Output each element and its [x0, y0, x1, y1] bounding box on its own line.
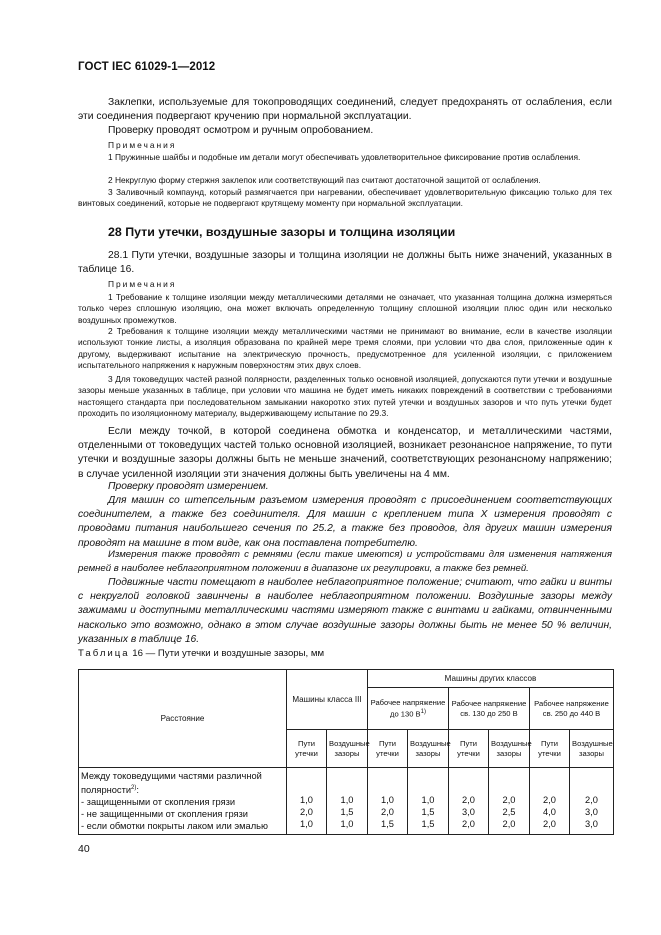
notes-heading-2: Примечания — [108, 279, 177, 289]
col-header-other-classes: Машины других классов — [368, 670, 614, 688]
col-values: 1,0 1,5 1,0 — [327, 768, 368, 835]
col-values: 1,0 1,5 1,5 — [408, 768, 449, 835]
clearance-table — [78, 669, 614, 835]
paragraph-moving-parts: Подвижные части помещают в наиболее неблагоприятное положение; считают, что гайки и винты с некруглой головкой завинчены в наиболее неблагоприятном положении. Воздушные зазоры между зажимами и доступными металлическими частями измеряют также с винтами и гайками, отвинченными насколько это возможно, однако в этом случае воздушные зазоры должны быть не менее 50 % величин, указанных в таблице 16. — [78, 577, 612, 645]
note-1-3: 3 Заливочный компаунд, который размягчается при нагревании, обеспечивает удовлетворительную фиксацию только для тех винтовых соединений, которые не подвергают крутящему моменту при нормальной эксплуатации. — [78, 187, 612, 209]
sub-header-clearance: Воздушные зазоры — [489, 730, 530, 768]
col-header-voltage-1: Рабочее напряжение до 130 $В^{1)}$ — [368, 688, 449, 730]
sub-header-clearance: Воздушные зазоры — [327, 730, 368, 768]
note-2-2: 2 Требования к толщине изоляции между металлическими частями не принимают во внимание, если в качестве изоляции используют тонкие листы, а изоляция образована по крайней мере тремя слоями, при условии что два слоя, приложенные один к другому, выдерживают испытание на электрическую прочность, предусмотренное для усиленной изоляции, с приложением испытательного напряжения к наружным поверхностям этих двух слоев. — [78, 326, 612, 371]
paragraph-check-inspection: Проверку проводят осмотром и ручным опробованием. — [108, 125, 374, 136]
col-values: 2,0 3,0 2,0 — [449, 768, 489, 835]
sub-header-creepage: Пути утечки — [287, 730, 327, 768]
col-header-class3: Машины класса III — [287, 670, 368, 730]
sub-header-creepage: Пути утечки — [368, 730, 408, 768]
table-caption: Таблица 16 — Пути утечки и воздушные зазоры, мм — [78, 648, 325, 659]
col-values: 1,0 2,0 1,0 — [287, 768, 327, 835]
paragraph-plug-machines: Для машин со штепсельным разъемом измерения проводят с присоединением соответствующих соединителем, а также без соединителя. Для машин с креплением типа X измерения проводят с проводами питания наибольшего сечения по 25.2, а также без проводов, для других машин измерения проводят на машине в том виде, как она поставлена потребителю. — [78, 495, 612, 549]
col-header-voltage-3: Рабочее напряжение св. 250 до 440 В — [530, 688, 614, 730]
row-label: - не защищенными от скопления грязи — [81, 809, 248, 820]
document-header: ГОСТ IEC 61029-1—2012 — [78, 61, 216, 73]
note-1-2: 2 Некруглую форму стержня заклепок или соответствующий паз считают достаточной защитой от ослабления. — [108, 175, 541, 185]
notes-heading-1: Примечания — [108, 140, 177, 150]
col-header-distance: Расстояние — [79, 670, 287, 768]
col-values: 1,0 2,0 1,5 — [368, 768, 408, 835]
col-values: 2,0 4,0 2,0 — [530, 768, 570, 835]
note-2-3: 3 Для токоведущих частей разной полярности, разделенных только основной изоляцией, допускаются пути утечки и воздушные зазоры меньше указанных в таблице, при условии что машина не будет иметь никаких повреждений в соответствии с требованиями настоящего стандарта при последовательном замыкании накоротко этих путей утечки и воздушных зазоров и что путь утечки будет проходить по изоляционному материалу, выдерживающему испытание по 29.3. — [78, 374, 612, 419]
row-label: - если обмотки покрыты лаком или эмалью — [81, 821, 268, 832]
section-heading: 28 Пути утечки, воздушные зазоры и толщина изоляции — [108, 225, 456, 239]
row-labels-cell — [79, 768, 287, 835]
paragraph-belts: Измерения также проводят с ремнями (если такие имеются) и устройствами для изменения натяжения ремней в наиболее неблагоприятном положении в диапазоне их регулировки, а также без ремней. — [78, 549, 612, 574]
sub-header-clearance: Воздушные зазоры — [570, 730, 614, 768]
col-values: 2,0 2,5 2,0 — [489, 768, 530, 835]
col-values: 2,0 3,0 3,0 — [570, 768, 614, 835]
row-label: - защищенными от скопления грязи — [81, 797, 236, 808]
page-number: 40 — [78, 843, 90, 855]
note-2-1: 1 Требование к толщине изоляции между металлическими деталями не означает, что указанная толщина должна измеряться только через сплошную изоляцию, она может включать определенную толщину сплошной изоляции плюс один или несколько воздушных промежутков. — [78, 292, 612, 325]
paragraph-resonance: Если между точкой, в которой соединена обмотка и конденсатор, и металлическими частями, отделенными от токоведущих частей только основной изоляцией, возникает резонансное напряжение, то пути утечки и воздушные зазоры должны быть не меньше значений, соответствующих резонансному напряжению; в случае усиленной изоляции эти значения должны быть увеличены на 4 мм. — [78, 426, 612, 480]
sub-header-clearance: Воздушные зазоры — [408, 730, 449, 768]
sub-header-creepage: Пути утечки — [530, 730, 570, 768]
paragraph-check-measure: Проверку проводят измерением. — [108, 481, 269, 492]
paragraph-28-1: 28.1 Пути утечки, воздушные зазоры и толщина изоляции не должны быть ниже значений, указанных в таблице 16. — [78, 250, 612, 276]
paragraph-rivets: Заклепки, используемые для токопроводящих соединений, следует предохранять от ослабления, если эти соединения подвергают кручению при нормальной эксплуатации. — [78, 97, 612, 123]
sub-header-creepage: Пути утечки — [449, 730, 489, 768]
col-header-voltage-2: Рабочее напряжение св. 130 до 250 В — [449, 688, 530, 730]
note-1-1: 1 Пружинные шайбы и подобные им детали могут обеспечивать удовлетворительное фиксирование против ослабления. — [108, 152, 581, 162]
row-group-label: Между токоведущими частями различной полярности$^{2)}$: — [81, 771, 262, 796]
